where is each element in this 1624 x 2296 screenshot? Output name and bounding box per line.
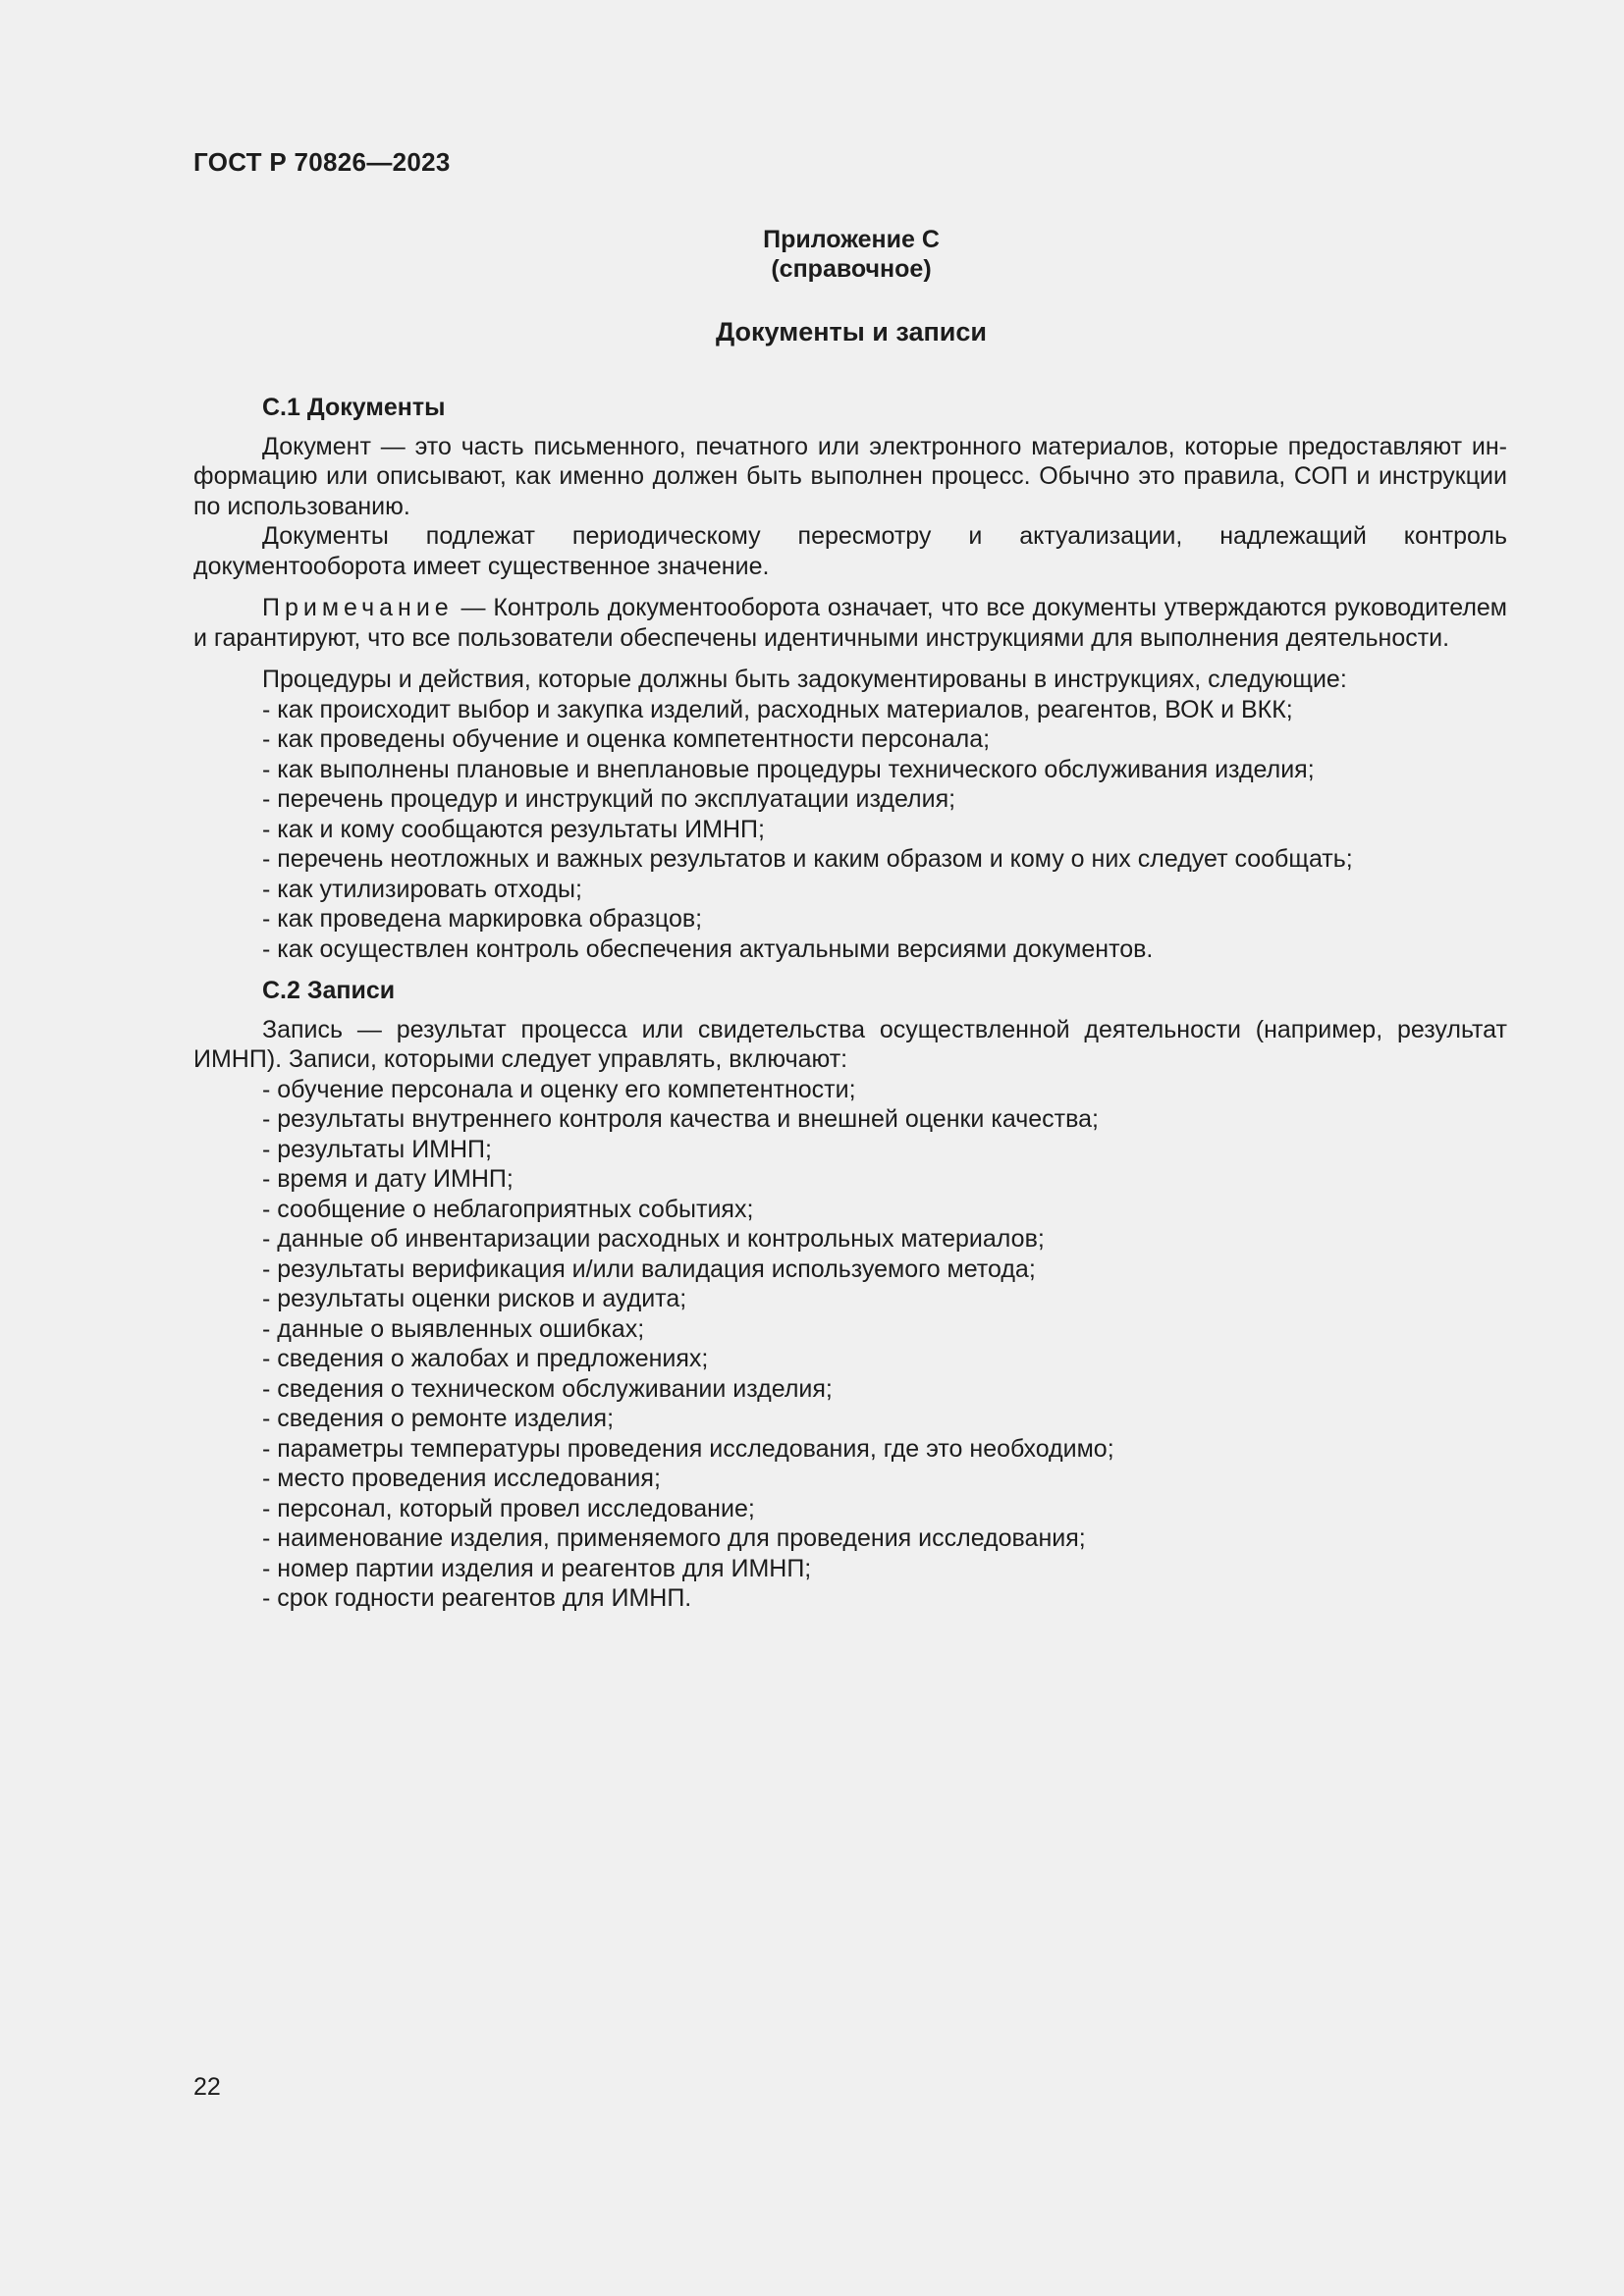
note-paragraph bbox=[193, 593, 1507, 653]
paragraph: Документы подлежат периодическому пересмотру и актуализации, надлежащий контроль документооборота имеет существенное значение. bbox=[193, 522, 1507, 580]
list-item: - персонал, который провел исследование; bbox=[262, 1494, 755, 1522]
list-item: - результаты верификация и/или валидация используемого метода; bbox=[262, 1255, 1036, 1283]
list-item: - данные об инвентаризации расходных и контрольных материалов; bbox=[262, 1225, 1045, 1253]
note-text: — Контроль документооборота означает, что все документы утверждаются руководителем и гарантируют, что все пользователи обеспечены идентичными инструкциями для выполнения деятельности. bbox=[193, 594, 1507, 652]
list-item: - наименование изделия, применяемого для проведения исследования; bbox=[262, 1524, 1086, 1552]
list-item: - срок годности реагентов для ИМНП. bbox=[262, 1584, 692, 1612]
paragraph: Запись — результат процесса или свидетельства осуществленной деятельности (например, результат ИМНП). Записи, которыми следует управлять, включают: bbox=[193, 1015, 1507, 1073]
paragraph: Документ — это часть письменного, печатного или электронного материалов, которые предоставляют информацию или описывают, как именно должен быть выполнен процесс. Обычно это правила, СОП и инструкции по использованию. bbox=[193, 432, 1507, 520]
list-item: - параметры температуры проведения исследования, где это необходимо; bbox=[262, 1434, 1114, 1463]
list-item: - как осуществлен контроль обеспечения актуальными версиями документов. bbox=[262, 934, 1154, 963]
list-item: - перечень процедур и инструкций по эксплуатации изделия; bbox=[262, 785, 956, 813]
document-code: ГОСТ Р 70826—2023 bbox=[193, 147, 451, 177]
list-item: - результаты внутреннего контроля качества и внешней оценки качества; bbox=[262, 1105, 1099, 1133]
list-item: - номер партии изделия и реагентов для ИМНП; bbox=[262, 1554, 812, 1582]
list-item: - как происходит выбор и закупка изделий, расходных материалов, реагентов, ВОК и ВКК; bbox=[262, 695, 1293, 723]
page-title: Документы и записи bbox=[715, 317, 987, 347]
document-body bbox=[193, 393, 1507, 1614]
list-item: - как проведена маркировка образцов; bbox=[262, 905, 703, 933]
appendix-label: Приложение С bbox=[763, 226, 940, 253]
list-item: - результаты оценки рисков и аудита; bbox=[262, 1285, 687, 1312]
list-item: - как проведены обучение и оценка компетентности персонала; bbox=[262, 725, 991, 753]
page-number: 22 bbox=[193, 2073, 221, 2101]
list-item: - время и дату ИМНП; bbox=[262, 1165, 514, 1193]
appendix-type: (справочное) bbox=[771, 255, 932, 283]
section-heading-c2: С.2 Записи bbox=[262, 977, 396, 1004]
procedures-list bbox=[193, 695, 1507, 965]
note-label: Примечание bbox=[262, 594, 454, 621]
list-item: - сведения о ремонте изделия; bbox=[262, 1405, 615, 1432]
list-item: - сообщение о неблагоприятных событиях; bbox=[262, 1195, 754, 1223]
list-item: - как утилизировать отходы; bbox=[262, 875, 582, 903]
list-item: - данные о выявленных ошибках; bbox=[262, 1314, 645, 1343]
list-item: - как и кому сообщаются результаты ИМНП; bbox=[262, 815, 765, 843]
appendix-heading bbox=[193, 225, 1509, 284]
list-item: - как выполнены плановые и внеплановые процедуры технического обслуживания изделия; bbox=[262, 755, 1315, 783]
list-item: - перечень неотложных и важных результатов и каким образом и кому о них следует сообщать; bbox=[262, 845, 1353, 873]
list-item: - обучение персонала и оценку его компетентности; bbox=[262, 1075, 856, 1103]
list-item: - сведения о жалобах и предложениях; bbox=[262, 1345, 709, 1372]
list-item: - результаты ИМНП; bbox=[262, 1135, 492, 1163]
records-list bbox=[193, 1075, 1507, 1614]
list-item: - место проведения исследования; bbox=[262, 1465, 661, 1492]
list-item: - сведения о техническом обслуживании изделия; bbox=[262, 1374, 833, 1403]
list-intro: Процедуры и действия, которые должны быть задокументированы в инструкциях, следующие: bbox=[262, 666, 1347, 693]
section-heading-c1: С.1 Документы bbox=[262, 394, 446, 421]
